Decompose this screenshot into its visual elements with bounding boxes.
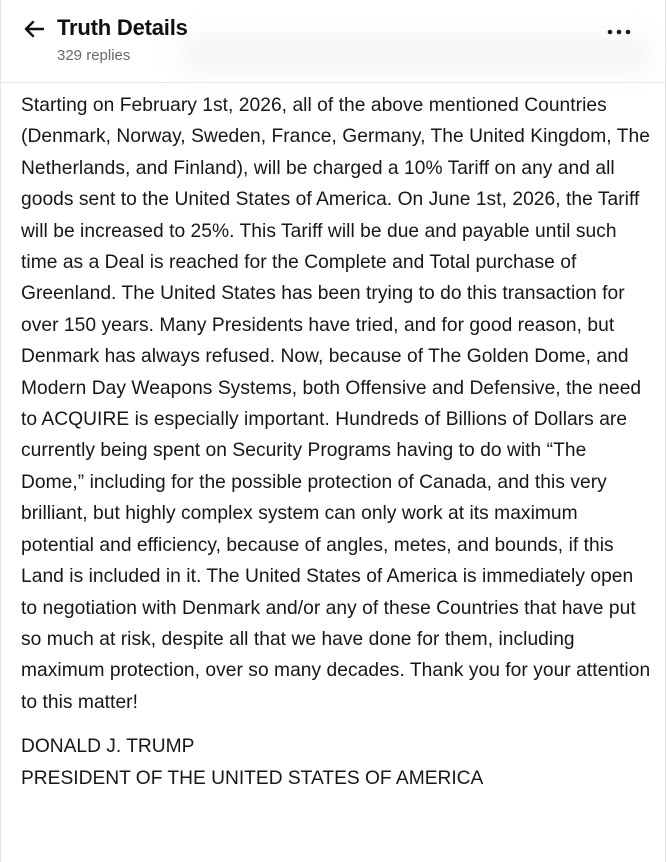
post-body-text: Starting on February 1st, 2026, all of the above mentioned Countries (Denmark, Norway, Sweden, France, Germany, The United Kingdom, The Netherlands, and Finland), will be charged a 10% Tariff on any and all goods sent to the United States of America. On June 1st, 2026, the Tariff will be increased to 25%. This Tariff will be due and payable until such time as a Deal is reached for the Complete and Total purchase of Greenland. The United States has been trying to do this transaction for over 150 years. Many Presidents have tried, and for good reason, but Denmark has always refused. Now, because of The Golden Dome, and Modern Day Weapons Systems, both Offensive and Defensive, the need to ACQUIRE is especially important. Hundreds of Billions of Dollars are currently being spent on Security Programs having to do with “The Dome,” including for the possible protection of Canada, and this very brilliant, but highly complex system can only work at its maximum potential and efficiency, because of angles, metes, and bounds, if this Land is included in it. The United States of America is immediately open to negotiation with Denmark and/or any of these Countries that have put so much at risk, despite all that we have done for them, including maximum protection, over so many decades. Thank you for your attention to this matter!	[21, 95, 651, 713]
back-button[interactable]	[21, 16, 47, 42]
post-signature	[21, 731, 653, 794]
more-options-button[interactable]	[605, 22, 633, 42]
header-background-blur	[181, 34, 651, 74]
more-horizontal-icon	[607, 29, 631, 35]
page-header	[1, 0, 665, 83]
reply-count: 329 replies	[57, 47, 131, 64]
arrow-left-icon	[24, 20, 44, 38]
page-title: Truth Details	[57, 15, 188, 40]
signature-name: DONALD J. TRUMP	[21, 736, 195, 758]
post-content	[21, 90, 653, 794]
signature-title: PRESIDENT OF THE UNITED STATES OF AMERICA	[21, 767, 484, 789]
